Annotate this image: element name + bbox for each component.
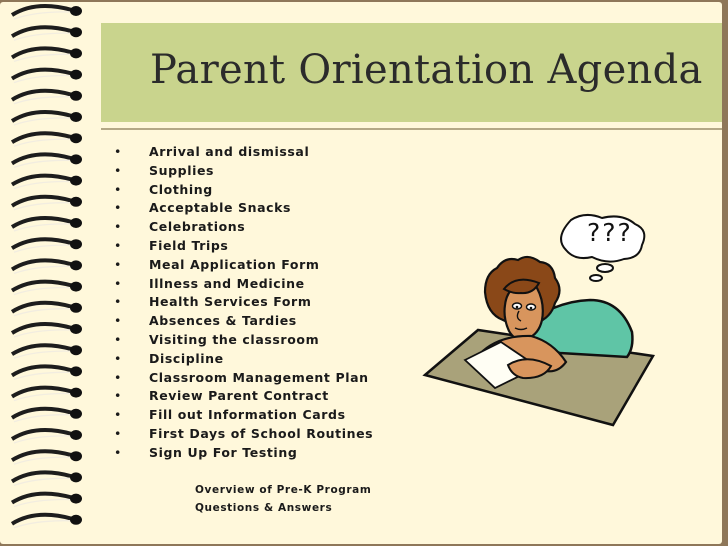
agenda-item xyxy=(114,350,373,369)
binding-hole-icon xyxy=(70,282,82,292)
spiral-ring-highlight-icon xyxy=(14,118,72,125)
spiral-ring-highlight-icon xyxy=(14,351,72,358)
binding-hole-icon xyxy=(70,472,82,482)
binding-hole-icon xyxy=(70,239,82,249)
agenda-list xyxy=(114,143,373,463)
binding-hole-icon xyxy=(70,197,82,207)
spiral-ring-highlight-icon xyxy=(14,309,72,316)
note-line: Questions & Answers xyxy=(195,502,333,514)
note-line: Overview of Pre-K Program xyxy=(195,484,372,496)
bullet-icon: • xyxy=(114,162,122,178)
bullet-icon: • xyxy=(114,407,122,423)
spiral-ring-highlight-icon xyxy=(14,139,72,146)
spiral-ring-highlight-icon xyxy=(14,478,72,485)
page-title: Parent Orientation Agenda xyxy=(150,47,703,93)
spiral-ring-highlight-icon xyxy=(14,372,72,379)
binding-hole-icon xyxy=(70,70,82,80)
agenda-item-label: Review Parent Contract xyxy=(149,388,329,404)
agenda-item-label: Acceptable Snacks xyxy=(149,200,292,216)
agenda-item-label: Visiting the classroom xyxy=(149,331,320,347)
spiral-ring-highlight-icon xyxy=(14,457,72,464)
binding-hole-icon xyxy=(70,430,82,440)
spiral-ring-highlight-icon xyxy=(14,436,72,443)
binding-hole-icon xyxy=(70,366,82,376)
binding-hole-icon xyxy=(70,260,82,270)
spiral-ring-highlight-icon xyxy=(14,203,72,210)
spiral-ring-highlight-icon xyxy=(14,415,72,422)
binding-hole-icon xyxy=(70,154,82,164)
binding-hole-icon xyxy=(70,494,82,504)
bullet-icon: • xyxy=(114,219,122,235)
bullet-icon: • xyxy=(114,256,122,272)
binding-hole-icon xyxy=(70,324,82,334)
agenda-item xyxy=(114,369,373,388)
agenda-item-label: Absences & Tardies xyxy=(149,313,297,329)
spiral-ring-highlight-icon xyxy=(14,521,72,528)
spiral-ring-highlight-icon xyxy=(14,12,72,19)
binding-hole-icon xyxy=(70,176,82,186)
spiral-ring-highlight-icon xyxy=(14,224,72,231)
agenda-item-label: Clothing xyxy=(149,181,213,197)
binding-hole-icon xyxy=(70,48,82,58)
agenda-item-label: Sign Up For Testing xyxy=(149,444,298,460)
agenda-item xyxy=(114,425,373,444)
spiral-ring-highlight-icon xyxy=(14,33,72,40)
spiral-binding-icon xyxy=(0,0,90,546)
spiral-ring-highlight-icon xyxy=(14,245,72,252)
binding-hole-icon xyxy=(70,451,82,461)
spiral-ring-highlight-icon xyxy=(14,393,72,400)
bullet-icon: • xyxy=(114,294,122,310)
bullet-icon: • xyxy=(114,237,122,253)
title-divider xyxy=(101,128,722,130)
agenda-item-label: Field Trips xyxy=(149,237,229,253)
agenda-item xyxy=(114,199,373,218)
agenda-item-label: Arrival and dismissal xyxy=(149,144,310,159)
agenda-item-label: Classroom Management Plan xyxy=(149,369,369,385)
spiral-ring-highlight-icon xyxy=(14,287,72,294)
closing-notes xyxy=(195,481,371,517)
binding-hole-icon xyxy=(70,388,82,398)
bullet-icon: • xyxy=(114,444,122,460)
binding-hole-icon xyxy=(70,345,82,355)
binding-hole-icon xyxy=(70,218,82,228)
agenda-item xyxy=(114,312,373,331)
spiral-ring-highlight-icon xyxy=(14,97,72,104)
binding-hole-icon xyxy=(70,303,82,313)
bullet-icon: • xyxy=(114,350,122,366)
agenda-item-label: Health Services Form xyxy=(149,294,312,310)
agenda-item xyxy=(114,181,373,200)
agenda-item xyxy=(114,331,373,350)
agenda-item xyxy=(114,162,373,181)
bullet-icon: • xyxy=(114,313,122,329)
bullet-icon: • xyxy=(114,369,122,385)
binding-hole-icon xyxy=(70,27,82,37)
bullet-icon: • xyxy=(114,388,122,404)
agenda-item xyxy=(114,406,373,425)
agenda-item-label: Illness and Medicine xyxy=(149,275,305,291)
bullet-icon: • xyxy=(114,181,122,197)
bullet-icon: • xyxy=(114,331,122,347)
agenda-item-label: Fill out Information Cards xyxy=(149,407,346,423)
binding-hole-icon xyxy=(70,409,82,419)
binding-hole-icon xyxy=(70,515,82,525)
spiral-ring-highlight-icon xyxy=(14,54,72,61)
agenda-item xyxy=(114,237,373,256)
agenda-item xyxy=(114,218,373,237)
bullet-icon: • xyxy=(114,425,122,441)
agenda-item xyxy=(114,256,373,275)
bullet-icon: • xyxy=(114,275,122,291)
agenda-item xyxy=(114,444,373,463)
binding-hole-icon xyxy=(70,112,82,122)
spiral-ring-highlight-icon xyxy=(14,330,72,337)
binding-hole-icon xyxy=(70,133,82,143)
binding-hole-icon xyxy=(70,6,82,16)
spiral-ring-highlight-icon xyxy=(14,75,72,82)
agenda-item xyxy=(114,275,373,294)
thought-bubble-text: ??? xyxy=(587,218,633,247)
agenda-item xyxy=(114,143,373,162)
bullet-icon: • xyxy=(114,144,122,159)
spiral-ring-highlight-icon xyxy=(14,181,72,188)
spiral-ring-highlight-icon xyxy=(14,499,72,506)
agenda-item-label: First Days of School Routines xyxy=(149,425,374,441)
binding-hole-icon xyxy=(70,91,82,101)
agenda-item-label: Meal Application Form xyxy=(149,256,320,272)
agenda-item xyxy=(114,293,373,312)
bullet-icon: • xyxy=(114,200,122,216)
agenda-item-label: Supplies xyxy=(149,162,215,178)
agenda-item-label: Celebrations xyxy=(149,219,246,235)
spiral-ring-highlight-icon xyxy=(14,266,72,273)
agenda-item-label: Discipline xyxy=(149,350,224,366)
spiral-ring-highlight-icon xyxy=(14,160,72,167)
agenda-item xyxy=(114,387,373,406)
